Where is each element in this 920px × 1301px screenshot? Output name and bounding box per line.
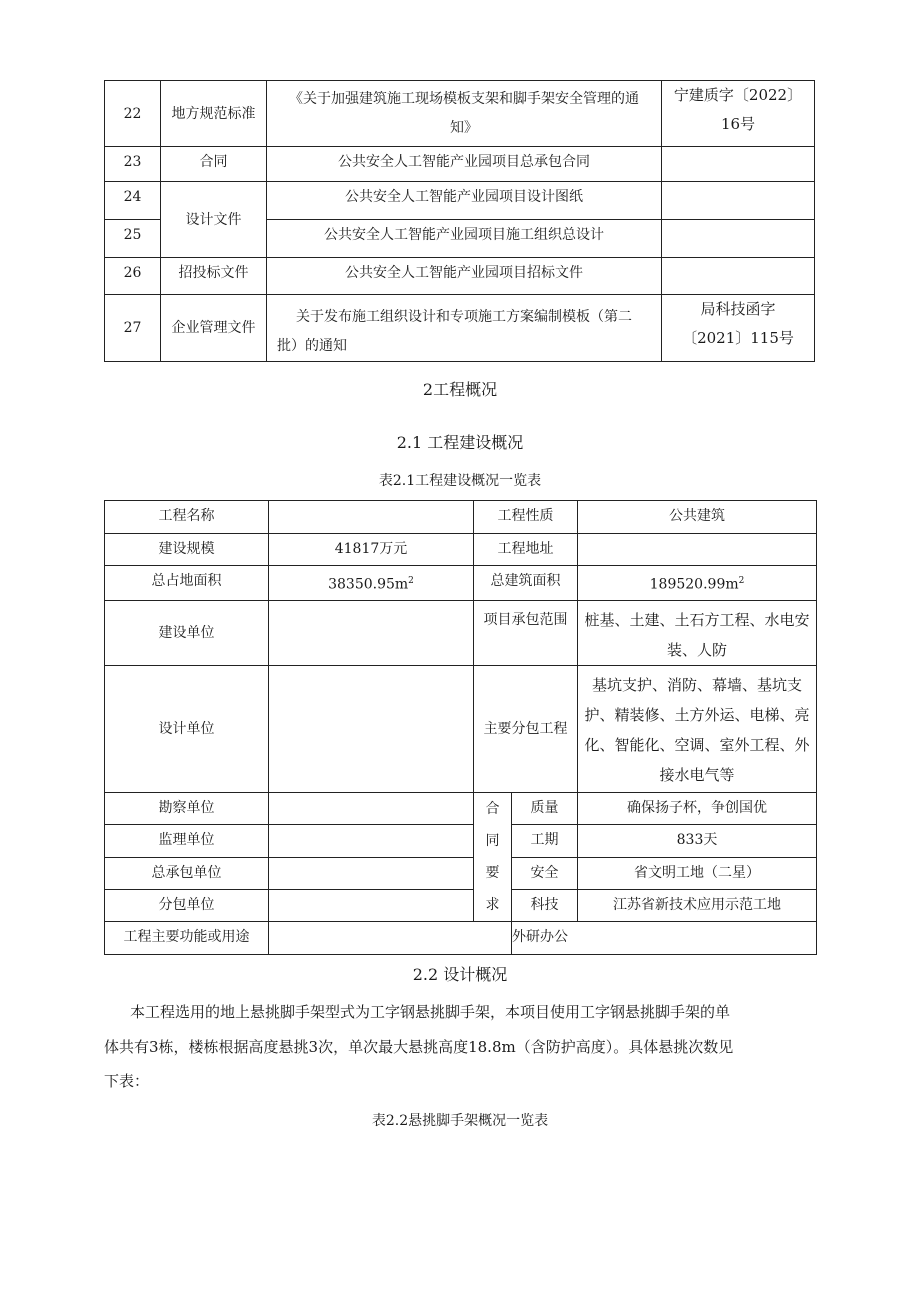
value-line: 护、精装修、土方外运、电梯、亮 [584,706,810,724]
document-cell [267,81,662,147]
document-cell: 公共安全人工智能产业园项目总承包合同 [267,147,662,182]
code-cell [662,81,815,147]
vertical-char: 求 [485,897,500,913]
paragraph-line: 本工程选用的地上悬挑脚手架型式为工字钢悬挑脚手架，本项目使用工字钢悬挑脚手架的单 [130,1003,731,1021]
label-cell: 分包单位 [105,889,269,921]
table-row [105,501,817,534]
row-number: 25 [105,220,161,258]
row-number: 27 [105,295,161,362]
label-cell: 科技 [512,889,578,921]
value-line: 化、智能化、空调、室外工程、外 [584,736,810,754]
value-cell: 省文明工地（二星） [578,857,817,889]
value-cell: 确保扬子杯，争创国优 [578,793,817,825]
value-line: 桩基、土建、土石方工程、水电安 [584,611,810,629]
category-cell: 企业管理文件 [161,295,267,362]
table-caption: 表2.2悬挑脚手架概况一览表 [371,1113,549,1129]
reference-table [104,80,815,362]
paragraph-line: 体共有3栋，楼栋根据高度悬挑3次，单次最大悬挑高度18.8m（含防护高度）。具体悬挑次数见 [104,1038,734,1056]
value-line: 接水电气等 [659,766,735,784]
code-cell [662,147,815,182]
value-cell [269,922,512,955]
code-cell [662,182,815,220]
label-cell: 工程主要功能或用途 [105,922,269,955]
value-cell [269,793,474,825]
value-cell [269,857,474,889]
table-row [105,793,817,825]
table-row [105,295,815,362]
label-cell: 设计单位 [105,666,269,793]
document-line: 《关于加强建筑施工现场模板支架和脚手架安全管理的通 [289,91,639,107]
table-row [105,566,817,601]
unit-superscript: 2 [738,576,745,586]
code-cell [662,295,815,362]
value-cell [269,666,474,793]
label-cell: 主要分包工程 [474,666,578,793]
table-row [105,825,817,857]
table-row [105,258,815,295]
document-line: 批）的通知 [277,338,347,354]
label-cell: 监理单位 [105,825,269,857]
value-cell [269,501,474,534]
code-cell [662,258,815,295]
value-cell [269,825,474,857]
code-cell [662,220,815,258]
value-cell [578,566,817,601]
section-heading: 2.2 设计概况 [412,965,508,984]
row-number: 22 [105,81,161,147]
code-line: 宁建质字〔2022〕 [673,86,803,104]
document-cell [267,295,662,362]
label-cell: 总占地面积 [105,566,269,601]
label-text: 项目承包范围 [483,612,568,628]
area-value: 38350.95m [328,576,409,593]
table-row [105,601,817,666]
vertical-char: 同 [485,833,500,849]
value-cell: 公共建筑 [578,501,817,534]
category-cell: 设计文件 [161,182,267,258]
paragraph-line: 下表： [104,1072,150,1090]
value-cell [269,889,474,921]
label-cell: 工期 [512,825,578,857]
table-caption: 表2.1工程建设概况一览表 [378,473,542,489]
value-cell: 外研办公 [512,922,817,955]
vertical-char: 要 [485,865,500,881]
value-cell [269,601,474,666]
table-row [105,81,815,147]
code-line: 局科技函字 [700,300,776,318]
table-row [105,666,817,793]
table-row [105,857,817,889]
value-cell [578,666,817,793]
value-cell [269,566,474,601]
table-row [105,182,815,220]
contract-requirements-cell [474,793,512,922]
row-number: 26 [105,258,161,295]
row-number: 23 [105,147,161,182]
document-line: 知》 [450,120,478,136]
label-cell [474,601,578,666]
document-line: 关于发布施工组织设计和专项施工方案编制模板（第二 [296,309,632,325]
category-cell: 合同 [161,147,267,182]
value-cell [578,601,817,666]
value-cell: 41817万元 [269,534,474,566]
row-number: 24 [105,182,161,220]
label-cell: 工程性质 [474,501,578,534]
label-cell: 工程名称 [105,501,269,534]
value-cell: 833天 [578,825,817,857]
area-value: 189520.99m [649,576,739,593]
label-cell: 安全 [512,857,578,889]
table-row [105,534,817,566]
table-row [105,147,815,182]
value-line: 基坑支护、消防、幕墙、基坑支 [591,676,802,694]
value-cell [578,534,817,566]
vertical-char: 合 [485,801,500,817]
category-cell: 招投标文件 [161,258,267,295]
unit-superscript: 2 [408,576,414,586]
value-line: 装、人防 [666,641,727,659]
label-cell: 工程地址 [474,534,578,566]
value-cell: 江苏省新技术应用示范工地 [578,889,817,921]
document-cell: 公共安全人工智能产业园项目招标文件 [267,258,662,295]
document-cell: 公共安全人工智能产业园项目施工组织总设计 [267,220,662,258]
overview-table [104,500,817,955]
label-cell: 总承包单位 [105,857,269,889]
table-row [105,922,817,955]
label-cell: 质量 [512,793,578,825]
section-heading: 2.1 工程建设概况 [396,433,524,452]
label-cell: 总建筑面积 [474,566,578,601]
category-cell: 地方规范标准 [161,81,267,147]
label-cell: 建设规模 [105,534,269,566]
section-heading: 2工程概况 [422,380,498,399]
document-cell: 公共安全人工智能产业园项目设计图纸 [267,182,662,220]
table-row [105,889,817,921]
code-line: 〔2021〕115号 [682,329,794,347]
label-cell: 勘察单位 [105,793,269,825]
label-cell: 建设单位 [105,601,269,666]
code-line: 16号 [720,115,756,133]
